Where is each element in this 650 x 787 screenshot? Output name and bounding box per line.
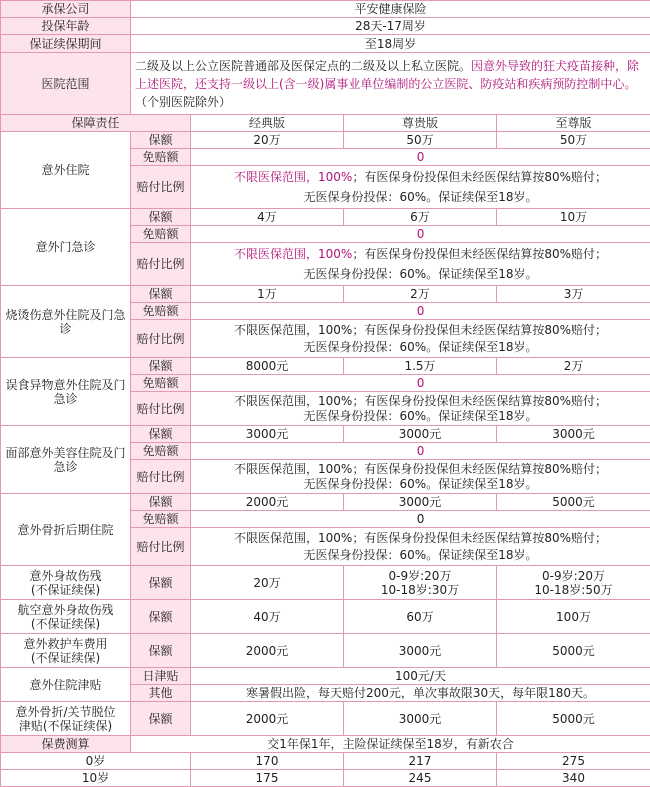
amount-cell: 8000元 — [191, 358, 344, 375]
amount-cell: 3000元 — [191, 426, 344, 443]
amount-label: 保额 — [131, 358, 191, 375]
ratio-text-rest: ；有医保身份投保但未经医保结算按80%赔付； — [352, 247, 607, 261]
amount-cell: 2万 — [344, 286, 497, 303]
ratio-text-a: 不限医保范围，100%；有医保身份投保但未经医保结算按80%赔付； — [234, 531, 607, 545]
deductible-label: 免赔额 — [131, 375, 191, 392]
renew-label: 保证续保期间 — [1, 35, 131, 53]
hospital-row — [1, 53, 650, 115]
renew-row — [1, 35, 650, 53]
ratio-label: 赔付比例 — [131, 392, 191, 426]
amount-cell: 60万 — [344, 600, 497, 634]
hospital-text-a: 二级及以上公立医院普通部及医保定点的二级及以上私立医院。 — [135, 59, 471, 73]
amount-cell: 4万 — [191, 209, 344, 226]
burn-amount-row — [1, 286, 650, 303]
amount-cell — [497, 566, 650, 600]
deductible-cell: 0 — [191, 226, 650, 243]
deductible-cell: 0 — [191, 149, 650, 166]
ratio-label: 赔付比例 — [131, 528, 191, 566]
deductible-cell: 0 — [191, 443, 650, 460]
fracture-allow-name — [1, 702, 131, 736]
fracture-name: 意外骨折后期住院 — [1, 494, 131, 566]
amount-cell: 2000元 — [191, 494, 344, 511]
ratio-cell — [191, 392, 650, 426]
fracture-allow-line2: 津贴(不保证续保) — [19, 719, 112, 733]
amount-cell: 3000元 — [344, 702, 497, 736]
ambulance-row — [1, 634, 650, 668]
renew-value: 至18周岁 — [131, 35, 650, 53]
ratio-cell — [191, 166, 650, 209]
premium-value: 340 — [497, 770, 650, 787]
amount-line: 10-18岁:50万 — [534, 583, 612, 597]
amount-cell: 10万 — [497, 209, 650, 226]
amount-cell: 100万 — [497, 600, 650, 634]
hospital-scope — [131, 53, 650, 115]
plan-premium: 尊贵版 — [344, 115, 497, 132]
amount-label: 保额 — [131, 494, 191, 511]
ratio-text-b: 无医保身份投保：60%。保证续保至18岁。 — [304, 409, 538, 423]
ratio-text-b: 无医保身份投保：60%。保证续保至18岁。 — [304, 340, 538, 354]
amount-label: 保额 — [131, 600, 191, 634]
amount-line: 0-9岁:20万 — [389, 569, 452, 583]
foreign-name: 误食异物意外住院及门急诊 — [1, 358, 131, 426]
deductible-label: 免赔额 — [131, 226, 191, 243]
amount-cell: 3000元 — [497, 426, 650, 443]
ratio-label: 赔付比例 — [131, 166, 191, 209]
outpatient-amount-row — [1, 209, 650, 226]
ratio-cell — [191, 460, 650, 494]
ratio-cell — [191, 243, 650, 286]
amount-cell: 3000元 — [344, 426, 497, 443]
premium-value: 245 — [344, 770, 497, 787]
deductible-cell: 0 — [191, 303, 650, 320]
fracture-amount-row — [1, 494, 650, 511]
ratio-text-b: 无医保身份投保：60%。保证续保至18岁。 — [304, 190, 538, 204]
company-row — [1, 1, 650, 18]
daily-value: 100元/天 — [191, 668, 650, 685]
allowance-name: 意外住院津贴 — [1, 668, 131, 702]
death-row — [1, 566, 650, 600]
ratio-text-color: 不限医保范围，100% — [234, 170, 352, 184]
ambulance-name — [1, 634, 131, 668]
amount-label: 保额 — [131, 566, 191, 600]
plan-header-row — [1, 115, 650, 132]
hospital-text-c: （个别医院除外） — [135, 95, 231, 109]
premium-value: 275 — [497, 753, 650, 770]
company-value: 平安健康保险 — [131, 1, 650, 18]
premium-value: 217 — [344, 753, 497, 770]
death-name-line1: 意外身故伤残 — [29, 569, 101, 583]
other-label: 其他 — [131, 685, 191, 702]
ratio-text-a: 不限医保范围，100%；有医保身份投保但未经医保结算按80%赔付； — [234, 394, 607, 408]
amount-cell: 1.5万 — [344, 358, 497, 375]
burn-name: 烧烫伤意外住院及门急诊 — [1, 286, 131, 358]
amount-cell: 3000元 — [344, 634, 497, 668]
ratio-text-a: 不限医保范围，100%；有医保身份投保但未经医保结算按80%赔付； — [234, 323, 607, 337]
premium-row — [1, 770, 650, 787]
facial-name: 面部意外美容住院及门急诊 — [1, 426, 131, 494]
amount-cell: 3万 — [497, 286, 650, 303]
allowance-daily-row — [1, 668, 650, 685]
premium-note: 交1年保1年，主险保证续保至18岁，有新农合 — [131, 736, 650, 753]
amount-cell: 50万 — [344, 132, 497, 149]
ratio-cell — [191, 320, 650, 358]
amount-cell: 20万 — [191, 132, 344, 149]
ratio-label: 赔付比例 — [131, 320, 191, 358]
fracture-allow-line1: 意外骨折/关节脱位 — [15, 705, 115, 719]
ratio-label: 赔付比例 — [131, 243, 191, 286]
other-value: 寒暑假出险，每天赔付200元，单次事故限30天，每年限180天。 — [191, 685, 650, 702]
amount-label: 保额 — [131, 426, 191, 443]
inpatient-amount-row — [1, 132, 650, 149]
age-row — [1, 18, 650, 35]
ratio-text-a: 不限医保范围，100%；有医保身份投保但未经医保结算按80%赔付； — [234, 462, 607, 476]
deductible-label: 免赔额 — [131, 303, 191, 320]
amount-cell: 50万 — [497, 132, 650, 149]
ratio-text-b: 无医保身份投保：60%。保证续保至18岁。 — [304, 267, 538, 281]
amount-cell: 5000元 — [497, 634, 650, 668]
amount-cell: 2000元 — [191, 702, 344, 736]
amount-label: 保额 — [131, 634, 191, 668]
amount-cell: 5000元 — [497, 702, 650, 736]
amount-line: 10-18岁:30万 — [381, 583, 459, 597]
plan-classic: 经典版 — [191, 115, 344, 132]
premium-age: 10岁 — [1, 770, 191, 787]
amount-label: 保额 — [131, 286, 191, 303]
ambulance-name-line1: 意外救护车费用 — [23, 637, 107, 651]
ratio-text-b: 无医保身份投保：60%。保证续保至18岁。 — [304, 477, 538, 491]
age-value: 28天-17周岁 — [131, 18, 650, 35]
premium-value: 175 — [191, 770, 344, 787]
air-name-line1: 航空意外身故伤残 — [17, 603, 113, 617]
amount-label: 保额 — [131, 702, 191, 736]
amount-cell: 5000元 — [497, 494, 650, 511]
air-name-line2: (不保证续保) — [31, 617, 100, 631]
amount-label: 保额 — [131, 132, 191, 149]
ratio-cell — [191, 528, 650, 566]
hospital-text-b: 因意外导致的狂犬疫苗接种，除上述医院，还支持一级以上(含一级)属事业单位编制的公立医院、防疫站和疾病预防控制中心。 — [135, 59, 639, 91]
amount-line: 0-9岁:20万 — [542, 569, 605, 583]
age-label: 投保年龄 — [1, 18, 131, 35]
deductible-cell: 0 — [191, 511, 650, 528]
amount-cell: 1万 — [191, 286, 344, 303]
fracture-allow-row — [1, 702, 650, 736]
premium-value: 170 — [191, 753, 344, 770]
deductible-label: 免赔额 — [131, 511, 191, 528]
ratio-label: 赔付比例 — [131, 460, 191, 494]
outpatient-name: 意外门急诊 — [1, 209, 131, 286]
deductible-cell: 0 — [191, 375, 650, 392]
amount-cell: 3000元 — [344, 494, 497, 511]
ambulance-name-line2: (不保证续保) — [31, 651, 100, 665]
amount-cell: 6万 — [344, 209, 497, 226]
amount-cell — [344, 566, 497, 600]
ratio-text-b: 无医保身份投保：60%。保证续保至18岁。 — [304, 548, 538, 562]
premium-header-row — [1, 736, 650, 753]
company-label: 承保公司 — [1, 1, 131, 18]
air-row — [1, 600, 650, 634]
air-name — [1, 600, 131, 634]
plan-supreme: 至尊版 — [497, 115, 650, 132]
daily-label: 日津贴 — [131, 668, 191, 685]
ratio-text-color: 不限医保范围，100% — [234, 247, 352, 261]
death-name — [1, 566, 131, 600]
hospital-label: 医院范围 — [1, 53, 131, 115]
deductible-label: 免赔额 — [131, 443, 191, 460]
inpatient-name: 意外住院 — [1, 132, 131, 209]
amount-cell: 2万 — [497, 358, 650, 375]
premium-age: 0岁 — [1, 753, 191, 770]
facial-amount-row — [1, 426, 650, 443]
death-name-line2: (不保证续保) — [31, 583, 100, 597]
deductible-label: 免赔额 — [131, 149, 191, 166]
premium-label: 保费测算 — [1, 736, 131, 753]
amount-cell: 40万 — [191, 600, 344, 634]
amount-label: 保额 — [131, 209, 191, 226]
coverage-label: 保障责任 — [1, 115, 191, 132]
foreign-amount-row — [1, 358, 650, 375]
amount-cell: 2000元 — [191, 634, 344, 668]
premium-row — [1, 753, 650, 770]
ratio-text-rest: ；有医保身份投保但未经医保结算按80%赔付； — [352, 170, 607, 184]
amount-cell: 20万 — [191, 566, 344, 600]
